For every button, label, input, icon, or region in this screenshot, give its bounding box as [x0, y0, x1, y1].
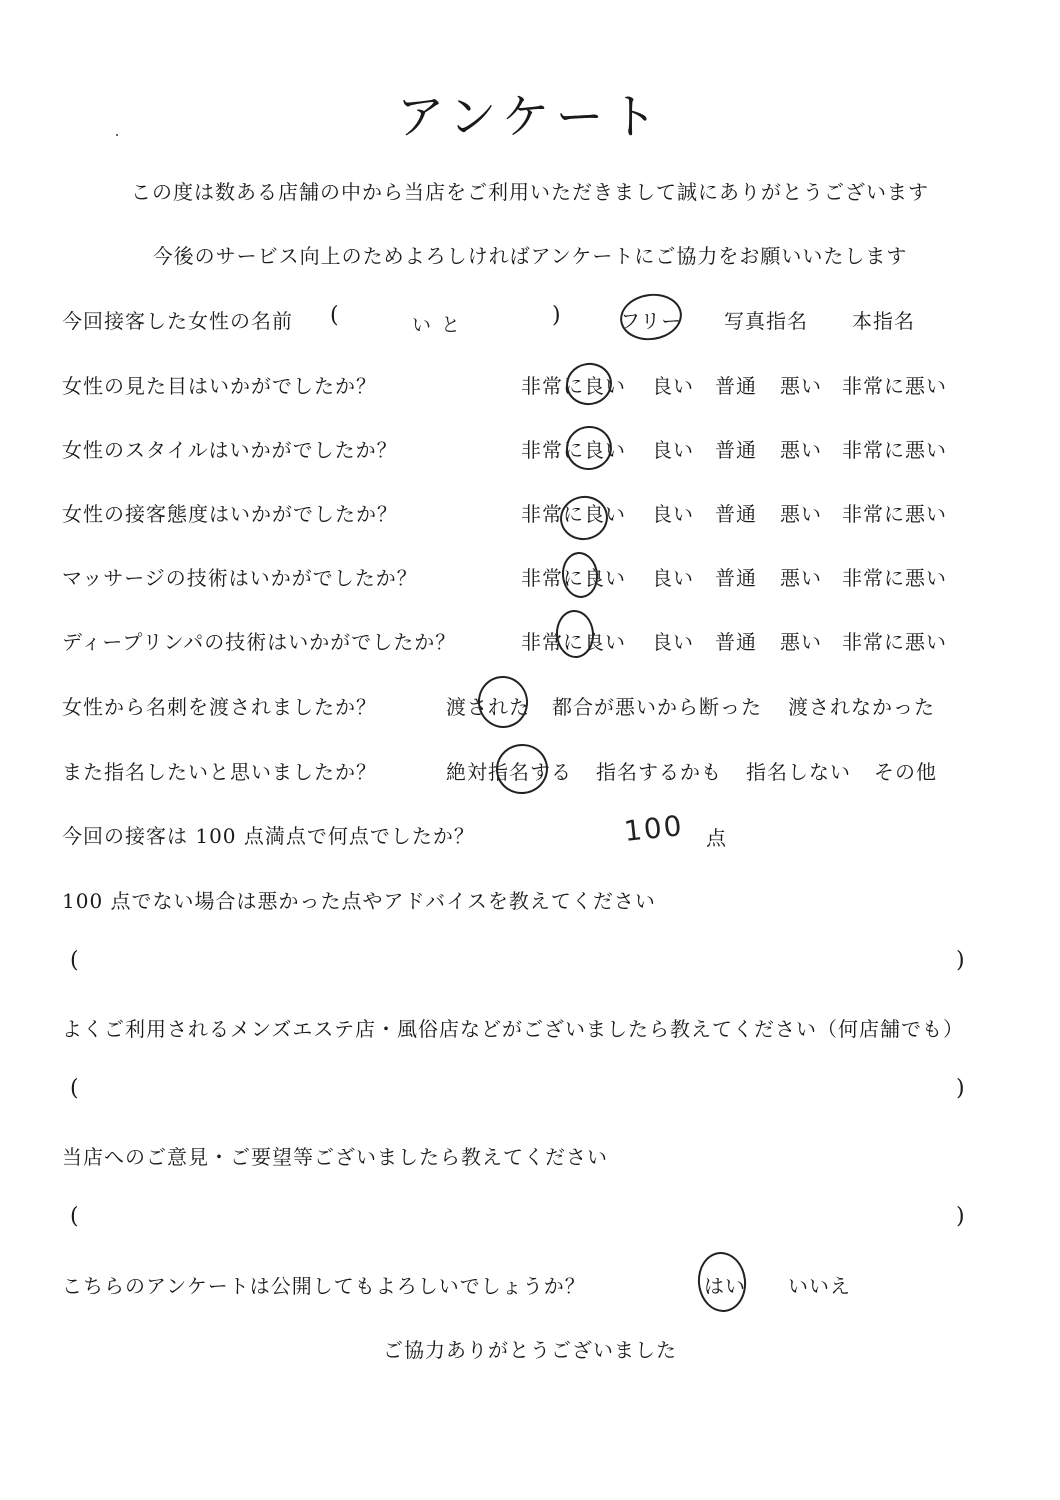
rating-question-attitude: 女性の接客態度はいかがでしたか？	[62, 502, 398, 526]
rating-looks-bad[interactable]: 悪い	[780, 374, 822, 398]
rating-lymph-bad[interactable]: 悪い	[780, 630, 822, 654]
page-title: アンケート	[396, 89, 664, 145]
selection-circle	[695, 1250, 749, 1315]
rating-looks-good[interactable]: 良い	[652, 374, 694, 398]
name-question: 今回接客した女性の名前	[62, 309, 293, 333]
rating-attitude-very-good[interactable]: 非常に良い	[521, 502, 626, 526]
rating-style-very-bad[interactable]: 非常に悪い	[842, 438, 947, 462]
rating-looks-average[interactable]: 普通	[715, 374, 757, 398]
rating-massage-average[interactable]: 普通	[715, 566, 757, 590]
selection-circle	[563, 359, 616, 408]
other-shops-open-paren: (	[70, 1076, 79, 1101]
renominate-option-definitely[interactable]: 絶対指名する	[446, 760, 572, 784]
rating-lymph-very-bad[interactable]: 非常に悪い	[842, 630, 947, 654]
renominate-option-other[interactable]: その他	[874, 760, 937, 784]
rating-question-style: 女性のスタイルはいかがでしたか？	[62, 438, 398, 462]
rating-style-very-good[interactable]: 非常に良い	[521, 438, 626, 462]
publish-option-no[interactable]: いいえ	[788, 1274, 851, 1298]
rating-massage-very-good[interactable]: 非常に良い	[521, 566, 626, 590]
rating-looks-very-bad[interactable]: 非常に悪い	[842, 374, 947, 398]
advice-question: 100 点でない場合は悪かった点やアドバイスを教えてください	[62, 889, 656, 913]
opinions-close-paren: )	[956, 1204, 965, 1229]
rating-attitude-very-bad[interactable]: 非常に悪い	[842, 502, 947, 526]
card-option-declined[interactable]: 都合が悪いから断った	[552, 695, 762, 719]
score-answer[interactable]: 100	[622, 808, 686, 849]
selection-circle	[493, 741, 551, 798]
intro-line-1: この度は数ある店舗の中から当店をご利用いただきまして誠にありがとうございます	[131, 180, 929, 204]
renominate-question: また指名したいと思いましたか？	[62, 760, 377, 784]
option-photo-nomination[interactable]: 写真指名	[724, 309, 808, 333]
intro-line-2: 今後のサービス向上のためよろしければアンケートにご協力をお願いいたします	[152, 244, 908, 268]
rating-style-average[interactable]: 普通	[715, 438, 757, 462]
rating-style-good[interactable]: 良い	[652, 438, 694, 462]
rating-attitude-good[interactable]: 良い	[652, 502, 694, 526]
advice-open-paren: (	[70, 948, 79, 973]
rating-lymph-good[interactable]: 良い	[652, 630, 694, 654]
selection-circle	[560, 550, 601, 600]
rating-lymph-average[interactable]: 普通	[715, 630, 757, 654]
rating-question-looks: 女性の見た目はいかがでしたか？	[62, 374, 377, 398]
other-shops-close-paren: )	[956, 1076, 965, 1101]
card-option-received[interactable]: 渡された	[446, 695, 530, 719]
name-open-paren: (	[330, 303, 339, 328]
rating-style-bad[interactable]: 悪い	[780, 438, 822, 462]
option-main-nomination[interactable]: 本指名	[852, 309, 915, 333]
card-option-not-received[interactable]: 渡されなかった	[788, 695, 935, 719]
rating-massage-bad[interactable]: 悪い	[780, 566, 822, 590]
rating-looks-very-good[interactable]: 非常に良い	[521, 374, 626, 398]
selection-circle	[474, 672, 532, 732]
opinions-question: 当店へのご意見・ご要望等ございましたら教えてください	[62, 1145, 608, 1169]
rating-attitude-bad[interactable]: 悪い	[780, 502, 822, 526]
score-unit: 点	[706, 826, 727, 850]
score-question: 今回の接客は 100 点満点で何点でしたか？	[62, 824, 475, 848]
rating-question-massage: マッサージの技術はいかがでしたか？	[62, 566, 418, 590]
rating-massage-very-bad[interactable]: 非常に悪い	[842, 566, 947, 590]
closing-message: ご協力ありがとうございました	[383, 1338, 677, 1362]
advice-close-paren: )	[956, 948, 965, 973]
renominate-option-no[interactable]: 指名しない	[746, 760, 851, 784]
renominate-option-maybe[interactable]: 指名するかも	[596, 760, 722, 784]
selection-circle	[563, 422, 616, 473]
rating-massage-good[interactable]: 良い	[652, 566, 694, 590]
publish-question: こちらのアンケートは公開してもよろしいでしょうか？	[62, 1274, 586, 1298]
card-question: 女性から名刺を渡されましたか？	[62, 695, 377, 719]
publish-option-yes[interactable]: はい	[704, 1274, 746, 1298]
selection-circle	[617, 290, 685, 344]
name-answer[interactable]: いと	[412, 314, 471, 336]
name-close-paren: )	[552, 303, 561, 328]
other-shops-question: よくご利用されるメンズエステ店・風俗店などがございましたら教えてください（何店舗でも）	[62, 1017, 964, 1041]
rating-question-lymph: ディープリンパの技術はいかがでしたか？	[62, 630, 457, 654]
rating-lymph-very-good[interactable]: 非常に良い	[521, 630, 626, 654]
option-free[interactable]: フリー	[620, 309, 683, 333]
opinions-open-paren: (	[70, 1204, 79, 1229]
rating-attitude-average[interactable]: 普通	[715, 502, 757, 526]
